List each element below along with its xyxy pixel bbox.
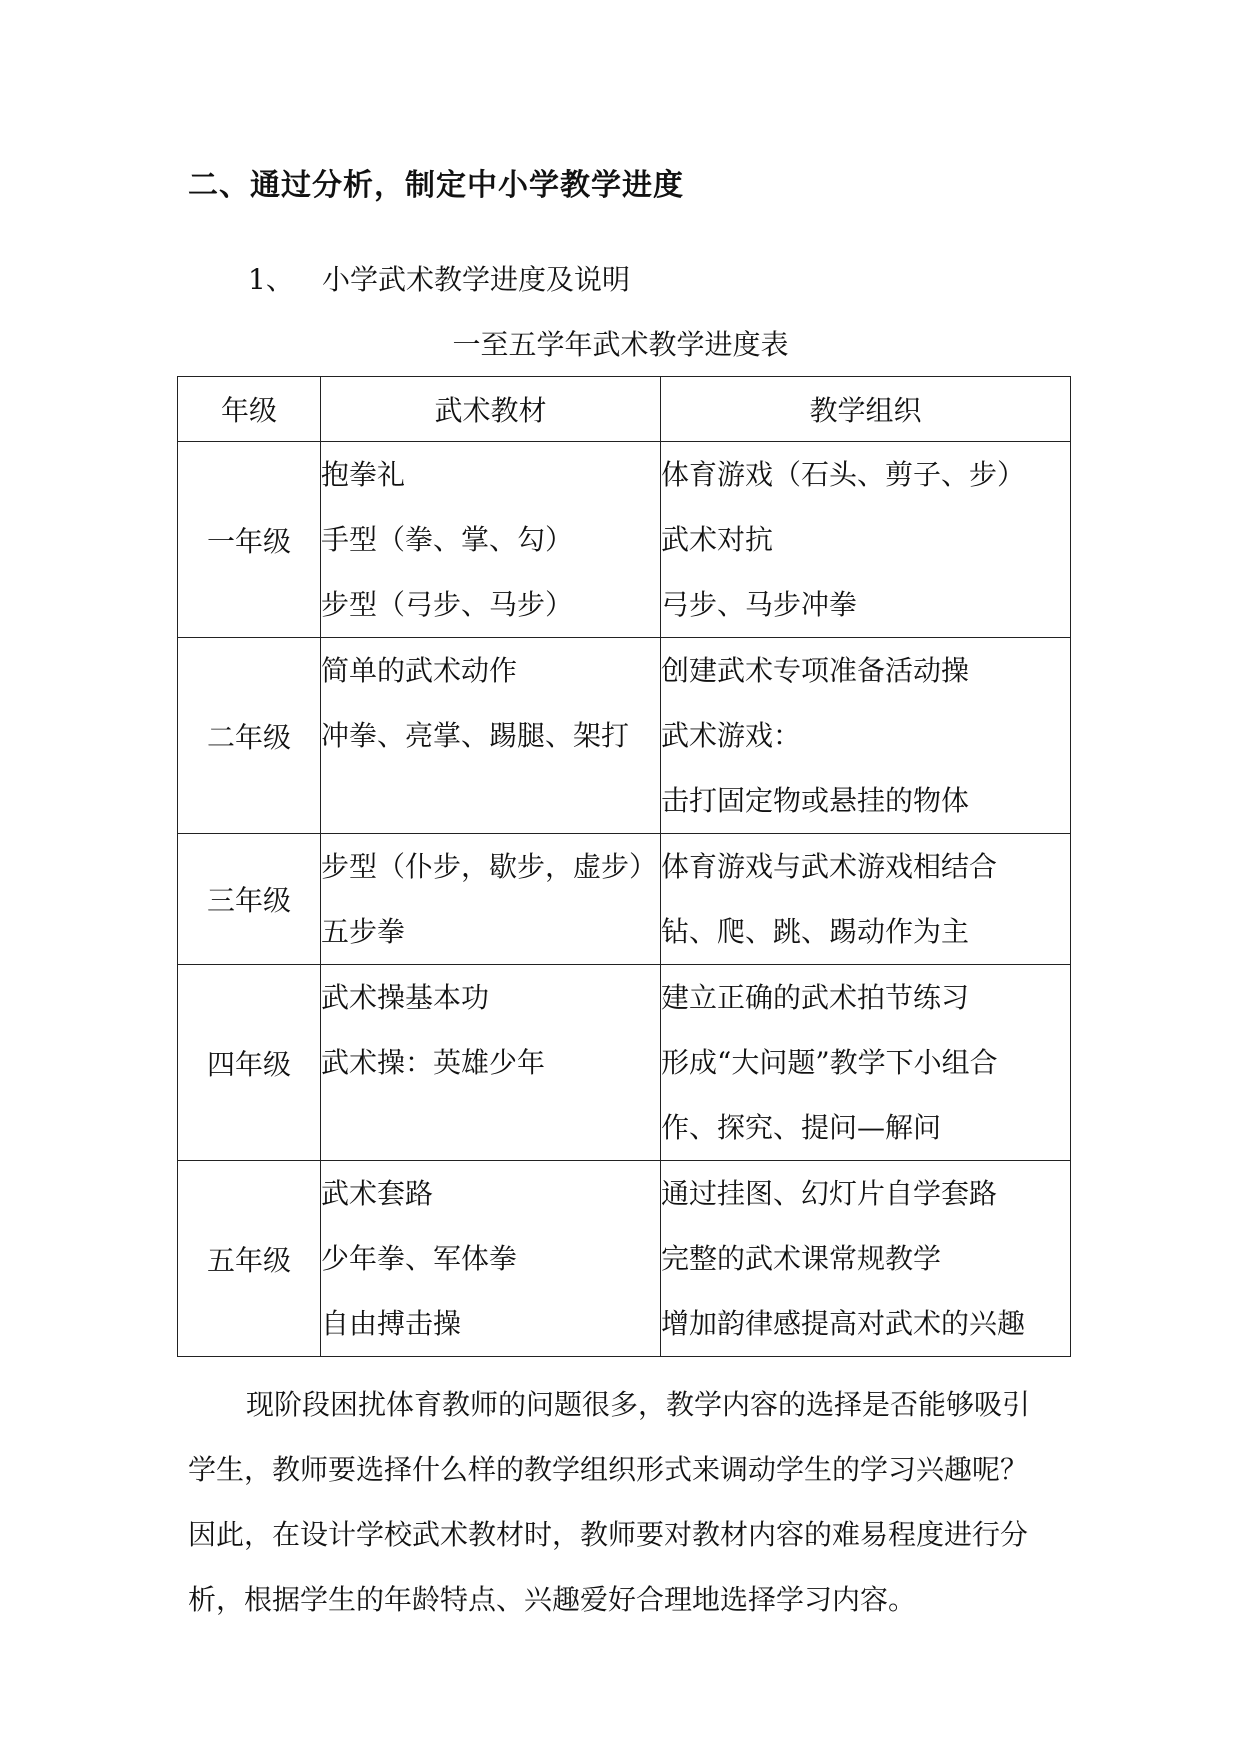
organization-cell	[661, 834, 1071, 965]
organization-line: 创建武术专项准备活动操	[661, 654, 970, 687]
material-line: 少年拳、军体拳	[321, 1242, 518, 1275]
material-line: 武术操基本功	[321, 981, 490, 1014]
grade-cell: 四年级	[178, 965, 321, 1161]
subsection-heading	[248, 258, 630, 298]
table-row	[178, 638, 1071, 834]
table-row	[178, 1161, 1071, 1357]
material-line: 五步拳	[321, 915, 406, 948]
organization-line: 武术对抗	[661, 523, 774, 556]
organization-line: 建立正确的武术拍节练习	[661, 981, 970, 1014]
grade-cell: 二年级	[178, 638, 321, 834]
grade-cell: 一年级	[178, 442, 321, 638]
table-row	[178, 442, 1071, 638]
organization-line: 增加韵律感提高对武术的兴趣	[661, 1307, 1026, 1340]
grade-cell: 五年级	[178, 1161, 321, 1357]
subsection-title: 小学武术教学进度及说明	[322, 263, 631, 296]
material-line: 抱拳礼	[321, 458, 406, 491]
organization-line: 击打固定物或悬挂的物体	[661, 784, 970, 817]
table-row	[178, 834, 1071, 965]
table-row	[178, 965, 1071, 1161]
material-cell	[321, 1161, 661, 1357]
organization-line: 武术游戏：	[661, 719, 802, 752]
table-header-row	[178, 377, 1071, 442]
organization-cell	[661, 965, 1071, 1161]
material-line: 步型（仆步，歇步，虚步）	[321, 850, 658, 883]
organization-line: 体育游戏与武术游戏相结合	[661, 850, 998, 883]
material-cell	[321, 965, 661, 1161]
material-line: 简单的武术动作	[321, 654, 518, 687]
organization-line: 完整的武术课常规教学	[661, 1242, 942, 1275]
header-organization: 教学组织	[661, 377, 1071, 442]
material-line: 手型（拳、掌、勾）	[321, 523, 574, 556]
organization-line: 通过挂图、幻灯片自学套路	[661, 1177, 998, 1210]
material-line	[321, 1095, 660, 1160]
organization-cell	[661, 442, 1071, 638]
teaching-progress-table	[177, 376, 1071, 1357]
material-line: 步型（弓步、马步）	[321, 588, 574, 621]
organization-line: 弓步、马步冲拳	[661, 588, 858, 621]
material-line: 自由搏击操	[321, 1307, 462, 1340]
organization-line: 钻、爬、跳、踢动作为主	[661, 915, 970, 948]
material-cell	[321, 834, 661, 965]
material-line: 武术套路	[321, 1177, 434, 1210]
grade-cell: 三年级	[178, 834, 321, 965]
organization-line: 形成“大问题”教学下小组合	[661, 1046, 998, 1079]
material-cell	[321, 442, 661, 638]
paragraph-line: 现阶段困扰体育教师的问题很多，教学内容的选择是否能够吸引	[246, 1388, 1031, 1421]
organization-line: 作、探究、提问—解问	[661, 1111, 942, 1144]
paragraph-line: 析，根据学生的年龄特点、兴趣爱好合理地选择学习内容。	[188, 1583, 917, 1616]
material-line: 武术操：英雄少年	[321, 1046, 546, 1079]
organization-cell	[661, 1161, 1071, 1357]
header-grade: 年级	[178, 377, 321, 442]
organization-line: 体育游戏（石头、剪子、步）	[661, 458, 1026, 491]
subsection-number: 1、	[248, 263, 294, 296]
header-material: 武术教材	[321, 377, 661, 442]
material-cell	[321, 638, 661, 834]
table-caption: 一至五学年武术教学进度表	[452, 328, 789, 361]
material-line: 冲拳、亮掌、踢腿、架打	[321, 719, 630, 752]
material-line	[321, 768, 660, 833]
paragraph-line: 因此，在设计学校武术教材时，教师要对教材内容的难易程度进行分	[188, 1518, 1029, 1551]
body-paragraph	[188, 1372, 1068, 1632]
section-heading: 二、通过分析，制定中小学教学进度	[188, 168, 684, 203]
organization-cell	[661, 638, 1071, 834]
paragraph-line: 学生，教师要选择什么样的教学组织形式来调动学生的学习兴趣呢？	[188, 1453, 1029, 1486]
